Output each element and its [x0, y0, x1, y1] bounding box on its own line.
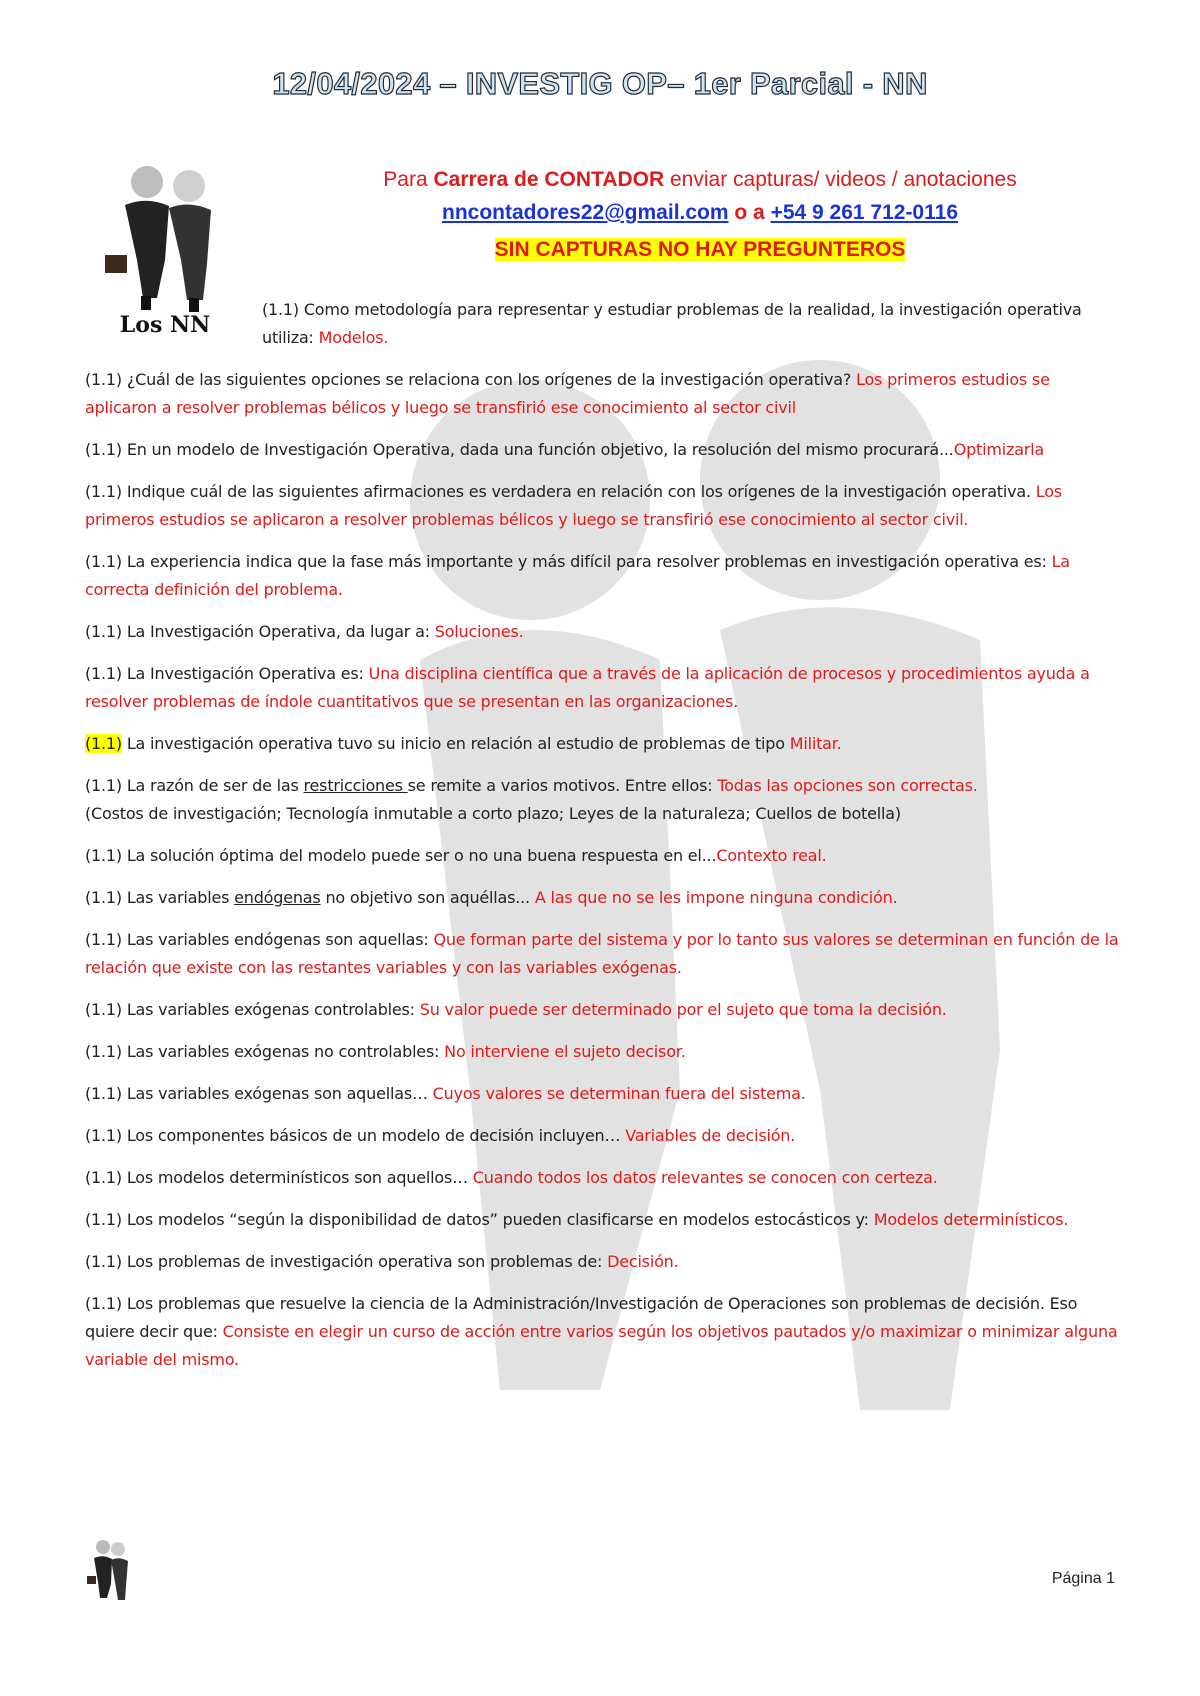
- page-title: 12/04/2024 – INVESTIG OP– 1er Parcial - NN: [272, 66, 928, 101]
- phone-link[interactable]: +54 9 261 712-0116: [770, 201, 958, 224]
- contact-line-1: Para Carrera de CONTADOR enviar capturas/ videos / anotaciones: [383, 168, 1017, 191]
- question-item: (1.1) La solución óptima del modelo puede ser o no una buena respuesta en el...Contexto real.: [85, 846, 827, 865]
- question-item: (1.1) Indique cuál de las siguientes afirmaciones es verdadera en relación con los orígenes de la investigación operativa. Los primeros estudios se aplicaron a resolver problemas bélicos y luego se transfirió ese conocimiento al sector civil.: [85, 482, 1062, 529]
- question-item: (1.1) La experiencia indica que la fase más importante y más difícil para resolver problemas en investigación operativa es: La correcta definición del problema.: [85, 552, 1070, 599]
- question-item: (1.1) Las variables exógenas son aquellas… Cuyos valores se determinan fuera del sistema.: [85, 1084, 806, 1103]
- question-item: (1.1) ¿Cuál de las siguientes opciones se relaciona con los orígenes de la investigación operativa? Los primeros estudios se aplicaron a resolver problemas bélicos y luego se transfirió ese conocimiento al sector civil: [85, 370, 1050, 417]
- highlighted-tag: (1.1): [85, 734, 122, 753]
- question-item: (1.1) Las variables exógenas controlables: Su valor puede ser determinado por el sujeto que toma la decisión.: [85, 1000, 947, 1019]
- contact-line-2: nncontadores22@gmail.com o a +54 9 261 712-0116: [442, 201, 958, 224]
- question-item: (1.1) Las variables endógenas no objetivo son aquéllas... A las que no se les impone ninguna condición.: [85, 888, 898, 907]
- question-item: (1.1) Como metodología para representar y estudiar problemas de la realidad, la investigación operativa utiliza: Modelos.: [262, 300, 1082, 347]
- question-item: (1.1) Las variables exógenas no controlables: No interviene el sujeto decisor.: [85, 1042, 686, 1061]
- warning-banner: SIN CAPTURAS NO HAY PREGUNTEROS: [494, 238, 906, 261]
- question-item: (1.1) Los componentes básicos de un modelo de decisión incluyen… Variables de decisión.: [85, 1126, 796, 1145]
- page-number: Página 1: [1051, 1570, 1115, 1587]
- question-item: (1.1) La razón de ser de las restricciones se remite a varios motivos. Entre ellos: Todas las opciones son correctas. (Costos de investigación; Tecnología inmutable a corto plazo; Leyes de la naturaleza; Cuellos de botella): [85, 776, 978, 823]
- question-item: (1.1) Las variables endógenas son aquellas: Que forman parte del sistema y por lo tanto sus valores se determinan en función de la relación que existe con las restantes variables y con las variables exógenas.: [85, 930, 1119, 977]
- question-item: (1.1) Los modelos “según la disponibilidad de datos” pueden clasificarse en modelos estocásticos y: Modelos determinísticos.: [85, 1210, 1069, 1229]
- question-item: (1.1) En un modelo de Investigación Operativa, dada una función objetivo, la resolución del mismo procurará...Optimizarla: [85, 440, 1045, 459]
- questions-list: [85, 296, 1125, 1388]
- question-item: (1.1) Los problemas que resuelve la ciencia de la Administración/Investigación de Operaciones son problemas de decisión. Eso quiere decir que: Consiste en elegir un curso de acción entre varios según los objetivos pautados y/o maximizar o minimizar alguna variable del mismo.: [85, 1294, 1118, 1369]
- question-item: (1.1) Los problemas de investigación operativa son problemas de: Decisión.: [85, 1252, 679, 1271]
- question-item: (1.1) La Investigación Operativa, da lugar a: Soluciones.: [85, 622, 524, 641]
- question-item: (1.1) La investigación operativa tuvo su inicio en relación al estudio de problemas de tipo Militar.: [85, 734, 842, 753]
- question-item: (1.1) La Investigación Operativa es: Una disciplina científica que a través de la aplicación de procesos y procedimientos ayuda a resolver problemas de índole cuantitativos que se presentan en las organizaciones.: [85, 664, 1090, 711]
- question-item: (1.1) Los modelos determinísticos son aquellos… Cuando todos los datos relevantes se conocen con certeza.: [85, 1168, 938, 1187]
- footer-people-icon: [85, 1538, 135, 1604]
- logo-text: Los NN: [119, 312, 211, 335]
- email-link[interactable]: nncontadores22@gmail.com: [442, 201, 729, 224]
